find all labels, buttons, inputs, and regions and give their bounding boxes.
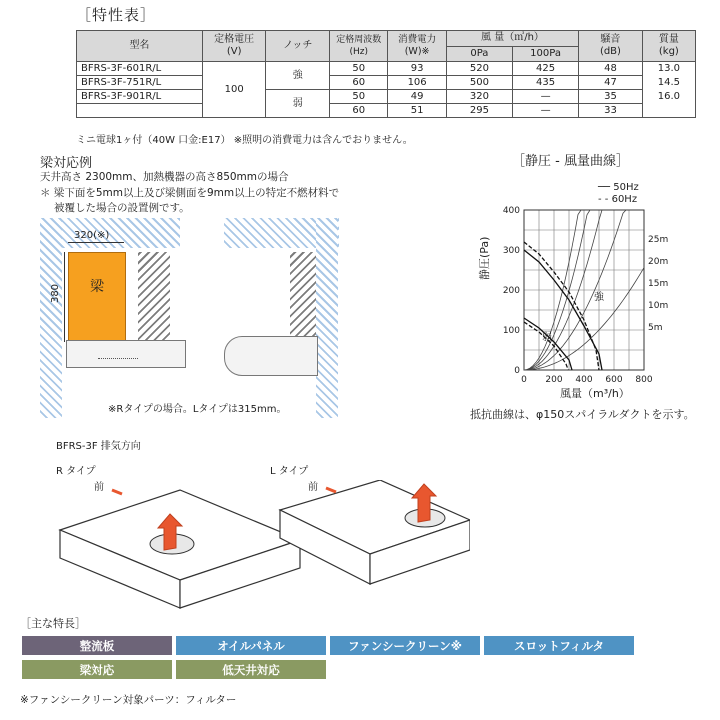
curve-title: ［静圧 - 風量曲線］ bbox=[512, 154, 629, 169]
beam-line1: 天井高さ 2300mm、加熱機器の高さ850mmの場合 bbox=[40, 171, 289, 183]
header-airflow-0pa: 0Pa bbox=[446, 46, 512, 62]
r-type-label: R タイプ bbox=[56, 466, 96, 477]
exhaust-title: BFRS-3F 排気方向 bbox=[56, 441, 141, 452]
model-cell-empty bbox=[77, 104, 203, 118]
notch-strong: 強 bbox=[266, 62, 330, 90]
y-tick-label: 100 bbox=[502, 326, 520, 336]
table-cell: — bbox=[512, 90, 578, 104]
chart-xlabel: 風量（m³/h） bbox=[560, 387, 630, 400]
range-hood-left bbox=[66, 340, 186, 368]
chart-ticks bbox=[503, 206, 653, 385]
legend-50-label: 50Hz bbox=[613, 182, 639, 193]
header-frequency: 定格周波数 (Hz) bbox=[330, 31, 388, 62]
resistance-curve-label: 5m bbox=[648, 323, 663, 333]
beam-note: ※Rタイプの場合。Lタイプは315mm。 bbox=[108, 404, 287, 415]
resistance-curve-label: 20m bbox=[648, 257, 669, 267]
features-title: ［主な特長］ bbox=[20, 617, 86, 630]
table-cell: 295 bbox=[446, 104, 512, 118]
y-tick-label: 300 bbox=[502, 246, 520, 256]
beam-line3: 被覆した場合の設置例です。 bbox=[54, 202, 190, 214]
table-cell: 106 bbox=[388, 76, 446, 90]
model-cell: BFRS-3F-601R/L bbox=[77, 62, 203, 76]
header-airflow: 風 量（㎥/h） bbox=[446, 31, 578, 47]
beam-title: 梁対応例 bbox=[40, 156, 93, 171]
table-cell: 47 bbox=[579, 76, 643, 90]
y-tick-label: 0 bbox=[514, 366, 520, 376]
legend-60: - - 60Hz bbox=[598, 194, 638, 205]
spec-footnote: ミニ電球1ヶ付（40W 口金:E17） ※照明の消費電力は含んでおりません。 bbox=[76, 135, 413, 146]
hood-lights bbox=[98, 358, 138, 363]
resistance-curve-label: 10m bbox=[648, 301, 669, 311]
feature-tag: 低天井対応 bbox=[176, 660, 326, 679]
beam-diagram-left bbox=[40, 218, 180, 418]
weak-label: 弱 bbox=[542, 332, 552, 343]
dim-height-line bbox=[64, 252, 65, 342]
feature-tag: 梁対応 bbox=[22, 660, 172, 679]
table-cell: 50 bbox=[330, 90, 388, 104]
y-tick-label: 400 bbox=[502, 206, 520, 216]
table-cell: 520 bbox=[446, 62, 512, 76]
l-type-hood bbox=[280, 480, 470, 584]
side-wall bbox=[40, 218, 62, 418]
x-tick-label: 200 bbox=[545, 375, 563, 385]
resistance-curve-label: 15m bbox=[648, 279, 669, 289]
dim-height-label: 380 bbox=[50, 283, 62, 304]
notch-weak: 弱 bbox=[266, 90, 330, 118]
l-type-label: L タイプ bbox=[270, 466, 309, 477]
table-cell: 51 bbox=[388, 104, 446, 118]
header-voltage: 定格電圧 (V) bbox=[202, 31, 266, 62]
table-cell: 500 bbox=[446, 76, 512, 90]
range-hood-right bbox=[224, 336, 318, 376]
mass-cell: 13.0 bbox=[642, 62, 695, 76]
voltage-cell: 100 bbox=[202, 62, 266, 118]
duct bbox=[138, 252, 170, 340]
mass-cell: 14.5 bbox=[642, 76, 695, 90]
exhaust-diagrams bbox=[50, 480, 470, 610]
table-cell: 425 bbox=[512, 62, 578, 76]
dim-width-line bbox=[68, 242, 124, 243]
strong-label: 強 bbox=[594, 292, 604, 303]
feature-tag: 整流板 bbox=[22, 636, 172, 655]
table-cell: 35 bbox=[579, 90, 643, 104]
table-cell: 93 bbox=[388, 62, 446, 76]
beam-diagram-right bbox=[224, 218, 364, 418]
beam-label: 梁 bbox=[90, 279, 104, 295]
legend-50: ── 50Hz bbox=[598, 182, 639, 193]
chart-grid bbox=[524, 210, 644, 370]
table-cell: 48 bbox=[579, 62, 643, 76]
feature-tag: ファンシークリーン※ bbox=[330, 636, 480, 655]
header-mass: 質量 (kg) bbox=[642, 31, 695, 62]
mass-cell: 16.0 bbox=[642, 90, 695, 104]
duct bbox=[290, 252, 316, 340]
header-noise: 騒音 (dB) bbox=[579, 31, 643, 62]
feature-tag: オイルパネル bbox=[176, 636, 326, 655]
spec-table bbox=[76, 30, 696, 118]
table-cell: 33 bbox=[579, 104, 643, 118]
dim-width-label: 320(※) bbox=[74, 230, 110, 241]
r-type-hood bbox=[60, 490, 300, 608]
table-cell: 49 bbox=[388, 90, 446, 104]
header-model: 型名 bbox=[77, 31, 203, 62]
beam-block bbox=[68, 252, 126, 344]
beam-line2: ＊ 梁下面を5mm以上及び梁側面を9mm以上の特定不燃材料で bbox=[40, 187, 340, 199]
model-cell: BFRS-3F-751R/L bbox=[77, 76, 203, 90]
x-tick-label: 600 bbox=[605, 375, 623, 385]
curve-note: 抵抗曲線は、φ150スパイラルダクトを示す。 bbox=[470, 408, 695, 421]
x-tick-label: 400 bbox=[575, 375, 593, 385]
features-footnote: ※ファンシークリーン対象パーツ：フィルター bbox=[20, 694, 237, 706]
header-power: 消費電力 (W)※ bbox=[388, 31, 446, 62]
x-tick-label: 800 bbox=[635, 375, 653, 385]
legend-60-label: 60Hz bbox=[611, 194, 638, 205]
table-cell: — bbox=[512, 104, 578, 118]
side-wall bbox=[316, 218, 338, 418]
table-cell: 435 bbox=[512, 76, 578, 90]
spec-title: ［特性表］ bbox=[76, 6, 157, 24]
x-tick-label: 0 bbox=[521, 375, 527, 385]
front-label-l: 前 bbox=[308, 482, 318, 493]
front-label-r: 前 bbox=[94, 482, 104, 493]
table-cell: 50 bbox=[330, 62, 388, 76]
table-cell: 60 bbox=[330, 76, 388, 90]
header-notch: ノッチ bbox=[266, 31, 330, 62]
y-tick-label: 200 bbox=[502, 286, 520, 296]
resistance-curve-label: 25m bbox=[648, 235, 669, 245]
chart-ylabel: 静圧(Pa) bbox=[478, 236, 491, 280]
feature-tag: スロットフィルタ bbox=[484, 636, 634, 655]
table-cell: 60 bbox=[330, 104, 388, 118]
mass-cell-empty bbox=[642, 104, 695, 118]
table-cell: 320 bbox=[446, 90, 512, 104]
series-line bbox=[524, 322, 568, 370]
model-cell: BFRS-3F-901R/L bbox=[77, 90, 203, 104]
header-airflow-100pa: 100Pa bbox=[512, 46, 578, 62]
pressure-airflow-chart bbox=[470, 200, 700, 400]
